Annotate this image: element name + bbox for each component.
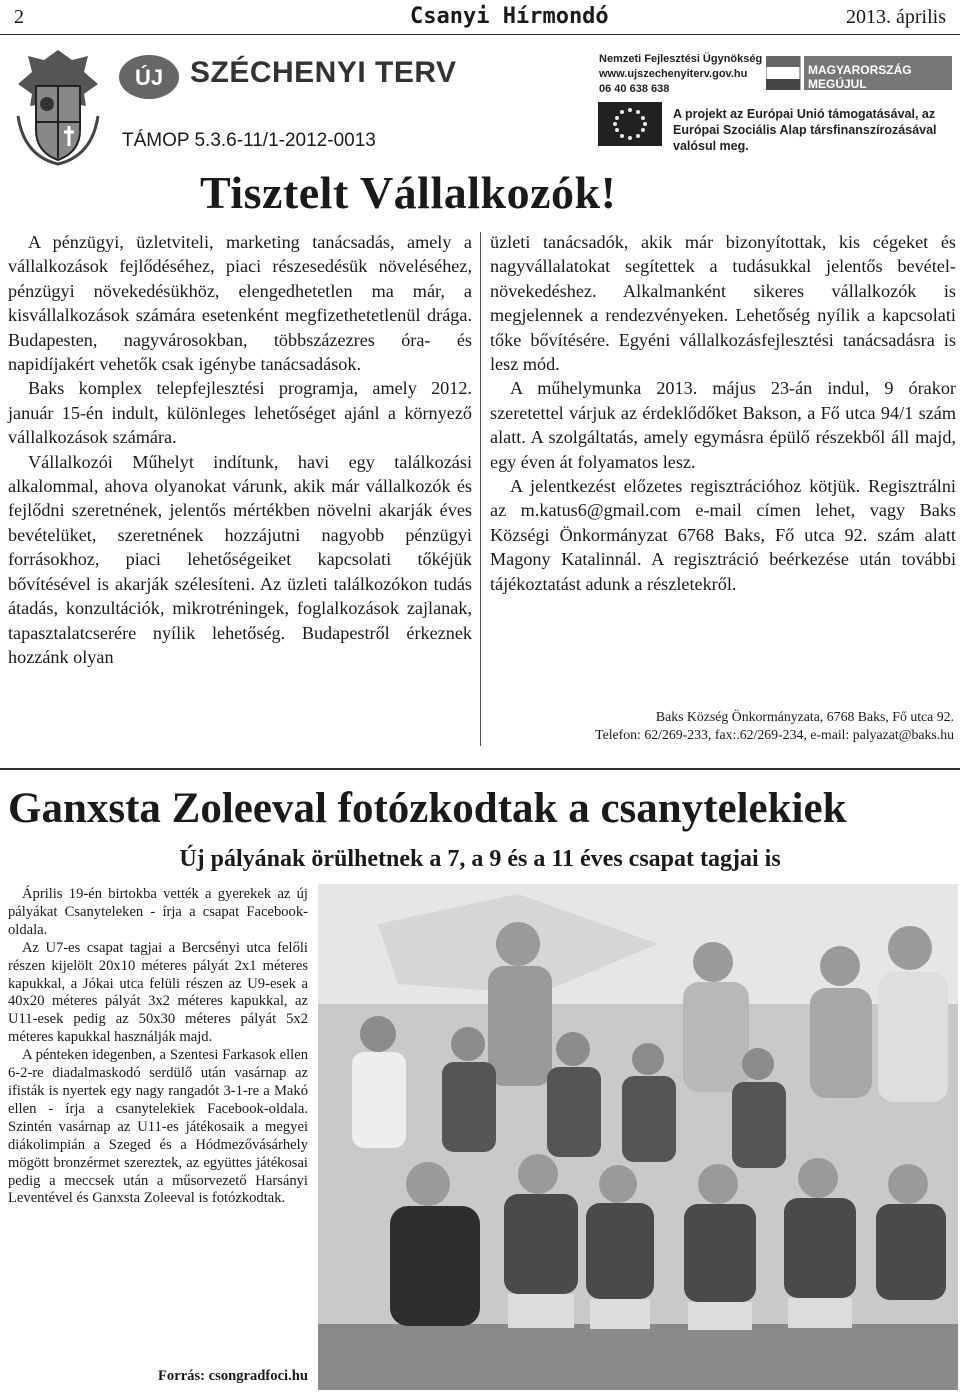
szechenyi-terv-label: SZÉCHENYI TERV (190, 56, 457, 89)
uj-label: ÚJ (134, 65, 164, 90)
nfu-info (599, 52, 762, 97)
team-photo (318, 884, 958, 1390)
article2-column (8, 886, 308, 1208)
paragraph: Vállalkozói Műhelyt indítunk, havi egy találkozási alkalommal, ahova olyanokat várunk, akik már vállalkozók és fejlődni szeretnének, jelentős mértékben növelni akarják éves bevételüket, szeretnének hozzájutni nagyobb pénzügyi forrásokhoz, piaci lehetőségeiket kapcsolati tőkéjük bővítésével is akarják szélesíteni. Az üzleti találkozókon tudás átadás, konzultációk, mikrotréningek, foglalkozások zajlanak, tapasztalatcserére nyílik lehetőség. Budapestről érkeznek hozzánk olyan (8, 451, 472, 667)
article2-subheadline: Új pályának örülhetnek a 7, a 9 és a 11 éves csapat tagjai is (179, 846, 781, 872)
tamop-code: TÁMOP 5.3.6-11/1-2012-0013 (122, 130, 376, 151)
nfu-line: 06 40 638 638 (599, 83, 670, 95)
page-number: 2 (14, 6, 24, 28)
nfu-line: Nemzeti Fejlesztési Ügynökség (599, 53, 763, 65)
eu-funding-text: A projekt az Európai Unió támogatásával, az Európai Szociális Alap társfinanszírozásával valósul meg. (673, 107, 937, 153)
magyarorszag-megujul-label: MAGYARORSZÁG MEGÚJUL (808, 63, 912, 91)
paragraph: üzleti tanácsadók, akik már bizonyítottak, kis cégeket és nagyvállalatokat segítettek a tudásukkal jelentős bevétel-növekedéshez. Alkalmanként sikeres vállalkozók is megjelennek a rendezvényeken. Lehetőség nyílik a kapcsolati tőke bővítésére. Egyéni vállalkozásfejlesztési tanácsadásra is lesz mód. (490, 232, 956, 375)
contact-line: Telefon: 62/269-233, fax:.62/269-234, e-mail: palyazat@baks.hu (595, 727, 954, 742)
paragraph: A műhelymunka 2013. május 23-án indul, 9 órakor szeretettel várjuk az érdeklődőket Bakson, a Fő utca 94/1 szám alatt. A szolgáltatás, amely egymásra épülő részekből áll majd, egy éven át folyamatos lesz. (490, 378, 956, 472)
eu-flag-icon (598, 102, 662, 146)
paragraph: A jelentkezést előzetes regisztrációhoz kötjük. Regisztrálni az m.katus6@gmail.com e-mail címen lehet, vagy Baks Községi Önkormányzat 6768 Baks, Fő utca 92. szám alatt Magony Katalinnál. A regisztráció beérkezése után további tájékoztatást adunk a részletekről. (490, 476, 956, 594)
header-rule (0, 34, 960, 35)
article1-headline: Tisztelt Vállalkozók! (200, 167, 617, 218)
contact-line: Baks Község Önkormányzata, 6768 Baks, Fő utca 92. (655, 709, 954, 724)
uj-szechenyi-logo-icon (118, 54, 180, 100)
paragraph: A pénzügyi, üzletviteli, marketing tanácsadás, amely a vállalkozások fejlődéséhez, piaci részesedésük növeléséhez, pénzügyi növekedésükhöz, elengedhetetlen ma már, a kisvállalkozások számára esetenként megfizethetetlenül drága. Budapesten, nagyvárosokban, többszázezres óra- és napidíjakért vehetők csak igénybe tanácsadások. (8, 232, 472, 375)
nfu-line: www.ujszechenyiterv.gov.hu (599, 68, 748, 80)
article2-headline: Ganxsta Zoleeval fotózkodtak a csanytelekiek (8, 785, 847, 832)
paragraph: Baks komplex telepfejlesztési programja, amely 2012. január 15-én indult, különleges lehetőséget ajánl a környező vállalkozások számára. (8, 378, 472, 448)
article1-column-1 (8, 230, 472, 669)
paragraph: Április 19-én birtokba vették a gyerekek az új pályákat Csanyteleken - írja a csapat Facebook-oldala. (8, 886, 308, 938)
issue-date: 2013. április (846, 6, 946, 28)
column-divider (480, 232, 481, 746)
section-rule (0, 768, 960, 770)
paper-title: Csanyi Hírmondó (410, 4, 609, 29)
article2-source: Forrás: csongradfoci.hu (158, 1368, 308, 1384)
article1-column-2 (490, 230, 956, 596)
paragraph: Az U7-es csapat tagjai a Bercsényi utca felőli részen kijelölt 20x10 méteres pályát 2x1 méteres kapukkal, a Jókai utca felüli részen az U9-esek a 40x20 méteres pályát 3x2 méteres kapukkal, az U11-esek pedig az 50x30 méteres pályát 5x2 méteres kapukkal használják majd. (8, 939, 308, 1046)
contact-info (490, 708, 954, 744)
paragraph: A pénteken idegenben, a Szentesi Farkasok ellen 6-2-re diadalmaskodó serdülő után vasárnap az ifisták is nyertek egy nagy rangadót 3-1-re a Makó ellen - írja a csanytelekiek Facebook-oldala. Szintén vasárnap az U11-es játékosaik a megyei diákolimpián a Szeged és a Hódmezővásárhely mögött bronzérmet szereztek, az együttes játékosai pedig a meccsek után a műsorvezető Harsányi Leventével és Ganxsta Zoleeval is fotózkodtak. (8, 1047, 308, 1207)
coat-of-arms-icon (14, 46, 102, 166)
